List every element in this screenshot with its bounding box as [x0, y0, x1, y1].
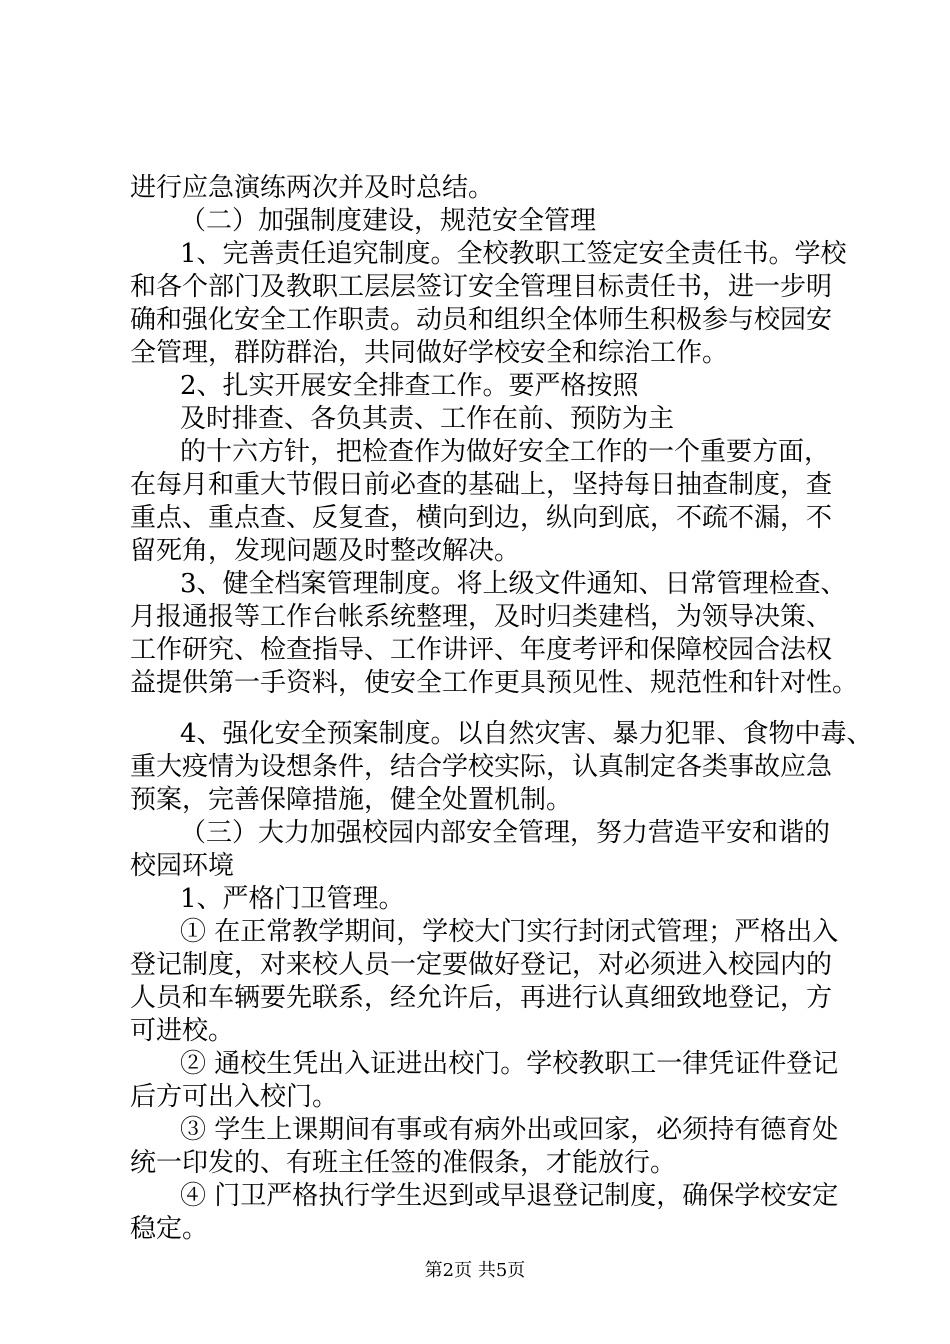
text-line: 的十六方针，把检查作为做好安全工作的一个重要方面，: [180, 437, 831, 467]
section-heading: （三）大力加强校园内部安全管理，努力营造平安和谐的: [180, 818, 831, 848]
text-line: 全管理，群防群治，共同做好学校安全和综治工作。: [130, 338, 729, 368]
text-line: ③ 学生上课期间有事或有病外出或回家，必须持有德育处: [180, 1115, 839, 1145]
text-line: 进行应急演练两次并及时总结。: [130, 173, 495, 203]
text-line: ④ 门卫严格执行学生迟到或早退登记制度，确保学校安定: [180, 1181, 839, 1211]
text-line: 留死角，发现问题及时整改解决。: [130, 536, 521, 566]
text-line: 重大疫情为设想条件，结合学校实际，认真制定各类事故应急: [130, 752, 833, 782]
text-line: 后方可出入校门。: [130, 1082, 339, 1112]
text-line: ② 通校生凭出入证进出校门。学校教职工一律凭证件登记: [180, 1049, 839, 1079]
text-line: 人员和车辆要先联系，经允许后，再进行认真细致地登记，方: [130, 983, 833, 1013]
text-line: 统一印发的、有班主任签的准假条，才能放行。: [130, 1148, 677, 1178]
text-line: 可进校。: [130, 1016, 235, 1046]
text-line: 1、严格门卫管理。: [180, 884, 405, 914]
text-line: 及时排查、各负其责、工作在前、预防为主: [180, 404, 675, 434]
text-line: 益提供第一手资料，使安全工作更具预见性、规范性和针对性。: [130, 668, 859, 698]
section-heading-continued: 校园环境: [130, 851, 235, 881]
text-line: 登记制度，对来校人员一定要做好登记，对必须进入校园内的: [130, 950, 833, 980]
text-line: 稳定。: [130, 1214, 209, 1244]
page-footer: 第2页 共5页: [424, 1260, 526, 1281]
text-line: 预案，完善保障措施，健全处置机制。: [130, 785, 573, 815]
text-line: 3、健全档案管理制度。将上级文件通知、日常管理检查、: [180, 569, 847, 599]
text-line: 和各个部门及教职工层层签订安全管理目标责任书，进一步明: [130, 272, 833, 302]
text-line: 2、扎实开展安全排查工作。要严格按照: [180, 371, 639, 401]
text-line: ① 在正常教学期间，学校大门实行封闭式管理；严格出入: [180, 917, 839, 947]
text-line: 在每月和重大节假日前必查的基础上，坚持每日抽查制度，查: [130, 470, 833, 500]
text-line: 确和强化安全工作职责。动员和组织全体师生积极参与校园安: [130, 305, 833, 335]
text-line: 1、完善责任追究制度。全校教职工签定安全责任书。学校: [180, 239, 847, 269]
text-line: 4、强化安全预案制度。以自然灾害、暴力犯罪、食物中毒、: [180, 719, 873, 749]
section-heading: （二）加强制度建设，规范安全管理: [180, 206, 597, 236]
text-line: 重点、重点查、反复查，横向到边，纵向到底，不疏不漏，不: [130, 503, 833, 533]
text-line: 月报通报等工作台帐系统整理，及时归类建档，为领导决策、: [130, 602, 833, 632]
text-line: 工作研究、检查指导、工作讲评、年度考评和保障校园合法权: [130, 635, 833, 665]
